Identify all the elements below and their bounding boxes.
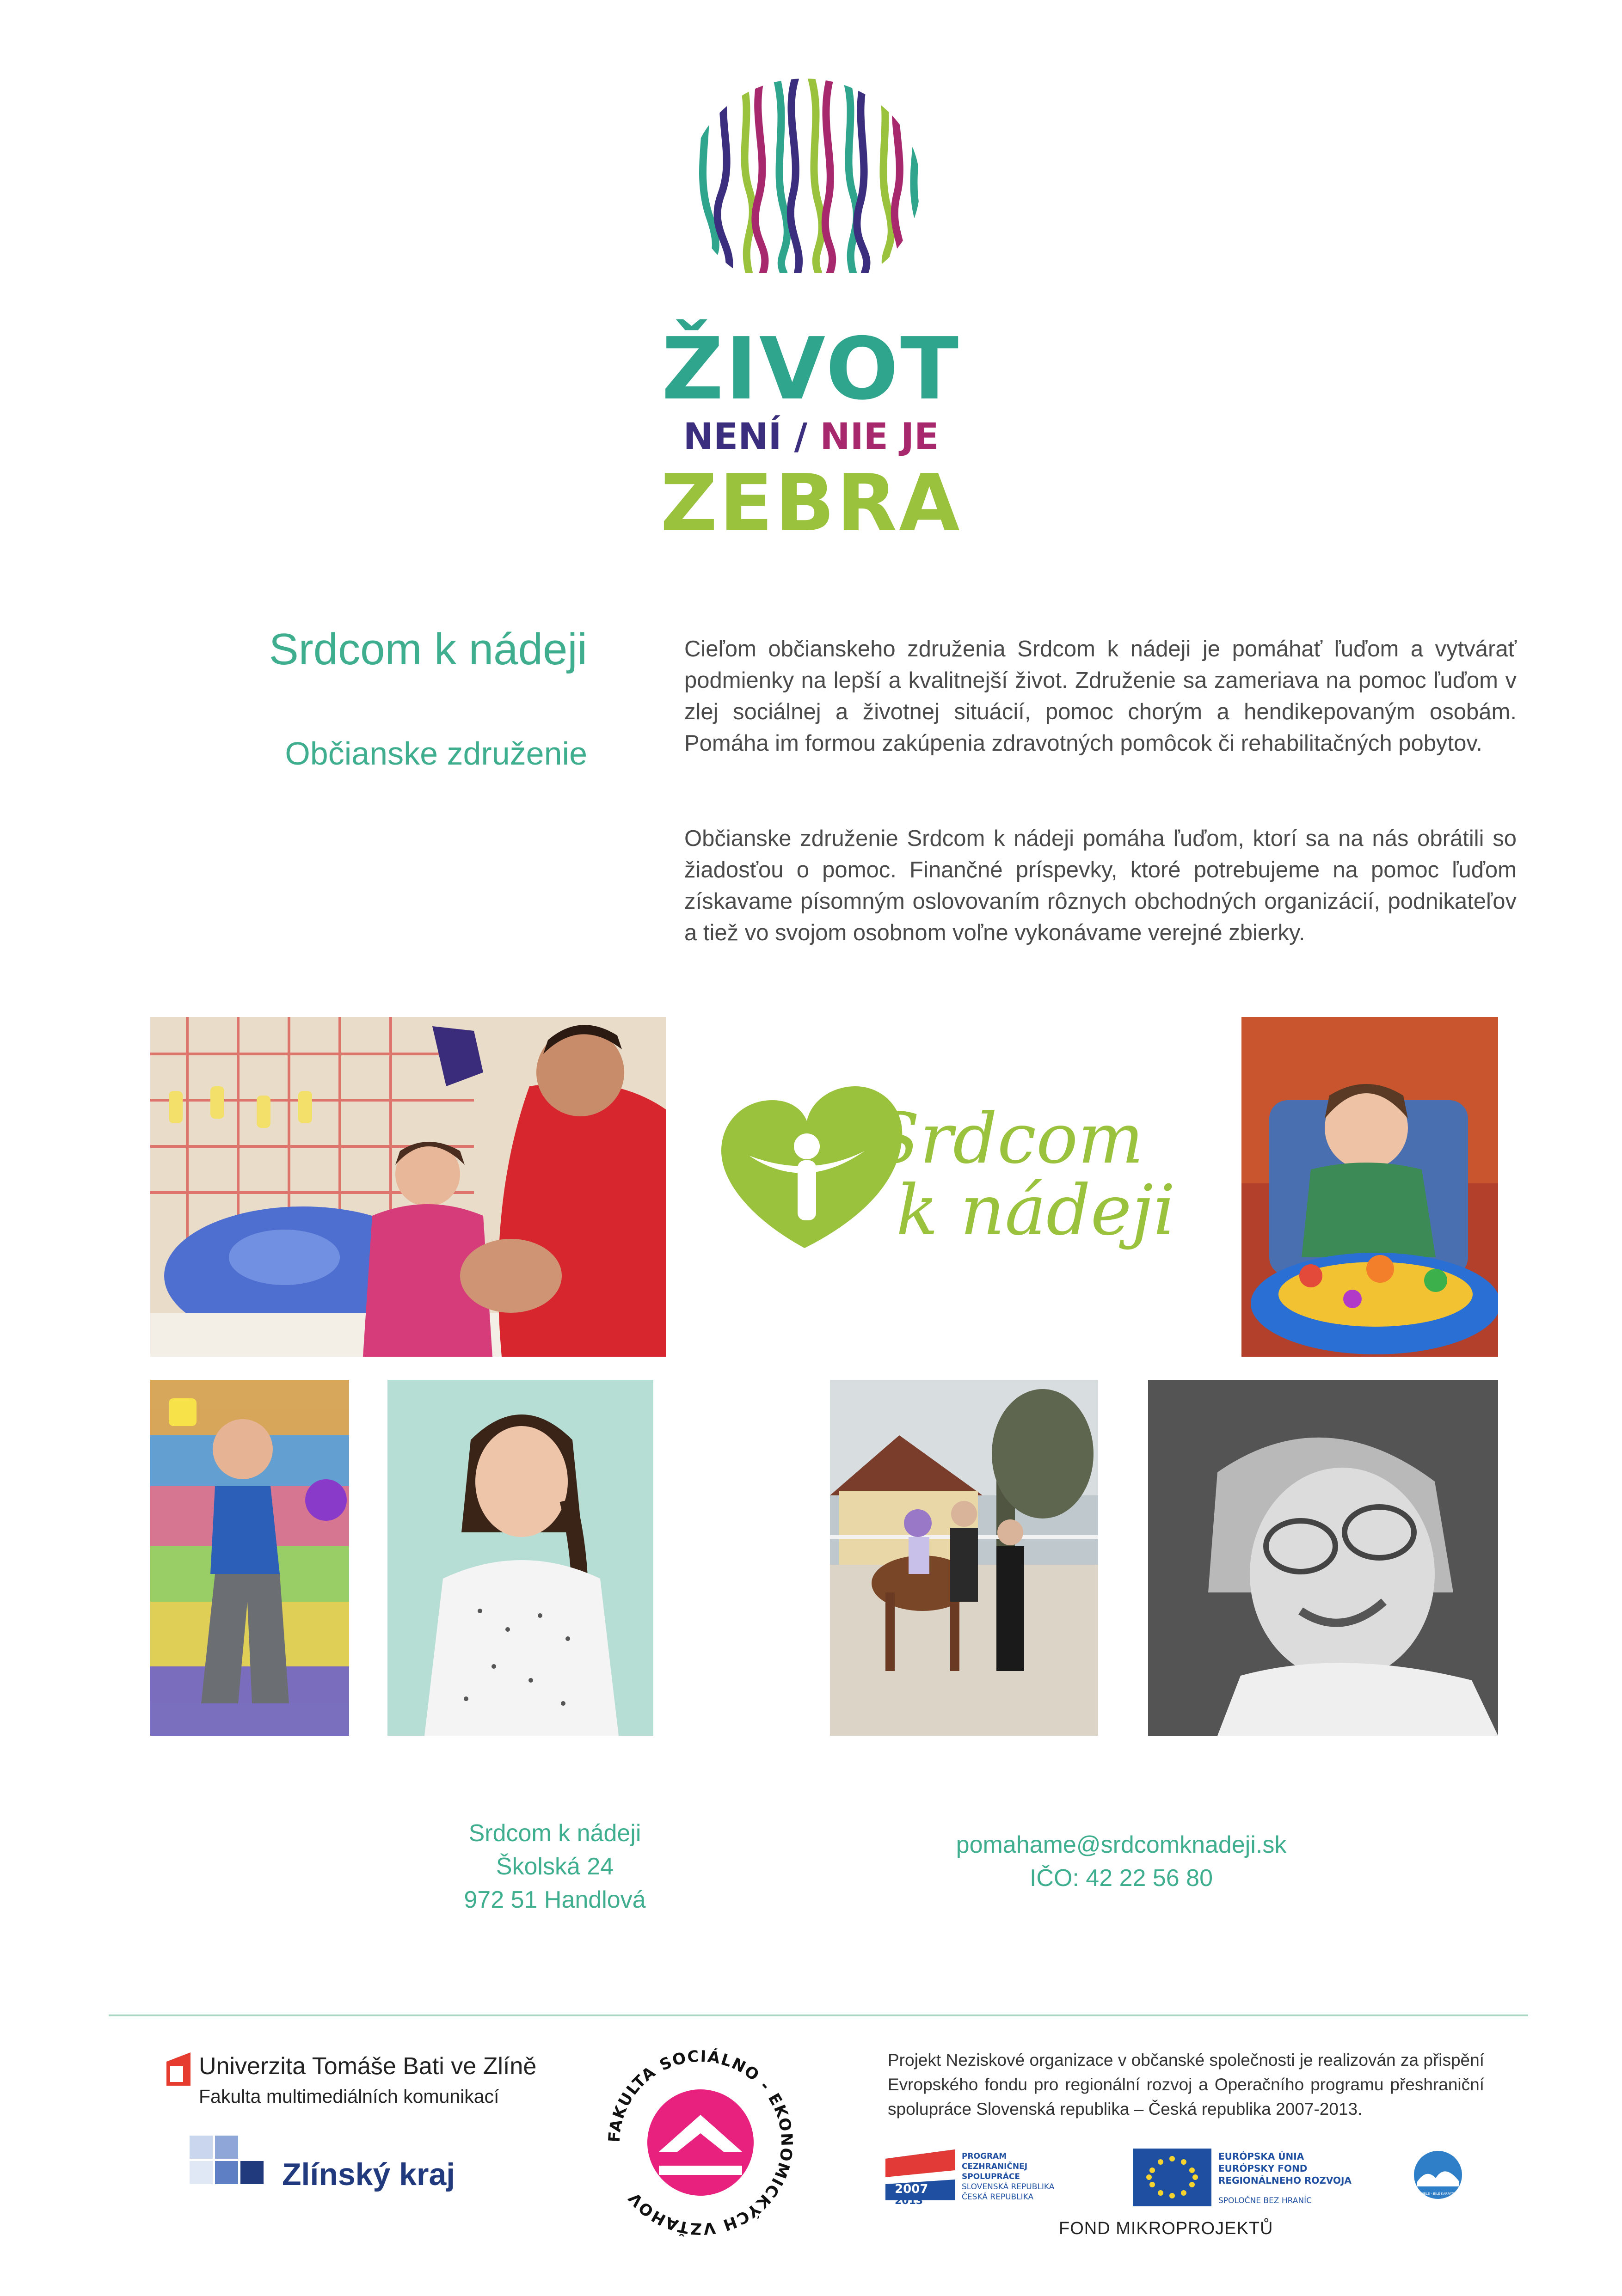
contact-name: Srdcom k nádeji	[468, 1820, 641, 1847]
logo-nieje-text: NIE JE	[820, 416, 939, 458]
org-type-subheading: Občianske združenie	[285, 735, 587, 771]
contact-info	[902, 1828, 1341, 1895]
fond-mikroprojektu: FOND MIKROPROJEKTŮ	[1059, 2219, 1273, 2238]
eu-motto: SPOLOČNE BEZ HRANÍC	[1218, 2196, 1312, 2205]
photo-therapy-session	[150, 1017, 666, 1357]
project-funding-text: Projekt Neziskové organizace v občanské společnosti je realizován za přispění Evropského fondu pro regionální rozvoj a Operačního programu přeshraniční spolupráce Slovenská republika – Česká republika 2007-2013.	[888, 2051, 1484, 2118]
zlinsky-kraj-icon	[190, 2136, 273, 2191]
utb-logo-icon	[166, 2052, 190, 2086]
description-paragraph-1: Cieľom občianskeho združenia Srdcom k nádeji je pomáhať ľuďom a vytvárať podmienky na lepší a kvalitnejší život. Združenie sa zameriava na pomoc ľuďom v zlej sociálnej a životnej situácií, pomoc chorým a hendikepovaným osobám. Pomáha im formou zakúpenia zdravotných pomôcok či rehabilitačných pobytov.	[684, 637, 1517, 756]
program-line-5: ČESKÁ REPUBLIKA	[962, 2192, 1034, 2202]
heart-logo-line2: k nádeji	[896, 1170, 1175, 1251]
program-line-2: CEZHRANIČNEJ	[962, 2162, 1028, 2171]
biele-karpaty-logo	[1413, 2149, 1463, 2200]
contact-address	[416, 1817, 694, 1916]
eu-flag-logo	[1133, 2149, 1373, 2206]
srdcom-heart-logo	[712, 1082, 1184, 1267]
photo-boy-toy-table	[1241, 1017, 1498, 1357]
heart-logo-line1: Srdcom	[872, 1099, 1144, 1179]
logo-title-neni	[0, 416, 1622, 458]
program-line-3: SPOLUPRÁCE	[962, 2172, 1020, 2181]
photo-boy-on-blanket	[150, 1380, 349, 1736]
eu-line-1: EURÓPSKA ÚNIA	[1218, 2151, 1304, 2162]
contact-street: Školská 24	[496, 1853, 614, 1880]
contact-city: 972 51 Handlová	[464, 1886, 646, 1913]
photo-girl-glasses-bw	[1148, 1380, 1498, 1736]
zlinsky-kraj-name: Zlínský kraj	[282, 2157, 455, 2192]
utb-faculty: Fakulta multimediálních komunikací	[199, 2086, 499, 2107]
bk-label: BIELE - BÍLÉ KARPATY	[1420, 2192, 1456, 2196]
logo-title-zivot: ŽIVOT	[661, 319, 961, 419]
eu-line-3: REGIONÁLNEHO ROZVOJA	[1218, 2175, 1352, 2186]
program-line-4: SLOVENSKÁ REPUBLIKA	[962, 2182, 1055, 2192]
logo-title-zebra: ZEBRA	[660, 458, 962, 549]
program-year-start: 2007	[895, 2182, 928, 2196]
org-name-heading: Srdcom k nádeji	[269, 625, 587, 674]
program-line-1: PROGRAM	[962, 2152, 1007, 2161]
photo-girl-braid	[387, 1380, 653, 1736]
program-year-end: 2013	[895, 2195, 923, 2205]
eu-line-2: EURÓPSKY FOND	[1218, 2163, 1308, 2174]
contact-email-link[interactable]: pomahame@srdcomknadeji.sk	[956, 1831, 1287, 1858]
footer-divider	[109, 2014, 1528, 2016]
program-cezhranicnej-logo	[885, 2149, 1080, 2205]
logo-neni-text: NENÍ /	[683, 416, 808, 458]
photo-girl-on-horse	[830, 1380, 1098, 1736]
description-paragraph-2: Občianske združenie Srdcom k nádeji pomáha ľuďom, ktorí sa na nás obrátili so žiadosťou o pomoc. Finančné príspevky, ktoré potrebujeme na pomoc ľuďom získavame písomným oslovovaním rôznych obchodných organizácií, podnikateľov a tiež vo svojom osobnom voľne vykonávame verejné zbierky.	[684, 826, 1517, 945]
utb-name: Univerzita Tomáše Bati ve Zlíně	[199, 2053, 537, 2080]
fsev-seal-text: FAKULTA SOCIÁLNO - EKONOMICKÝCH VZŤAHOV	[605, 2047, 796, 2238]
fsev-seal-logo	[603, 2045, 798, 2240]
zebra-stripes-logo	[684, 79, 925, 273]
contact-ico: IČO: 42 22 56 80	[1029, 1865, 1213, 1892]
